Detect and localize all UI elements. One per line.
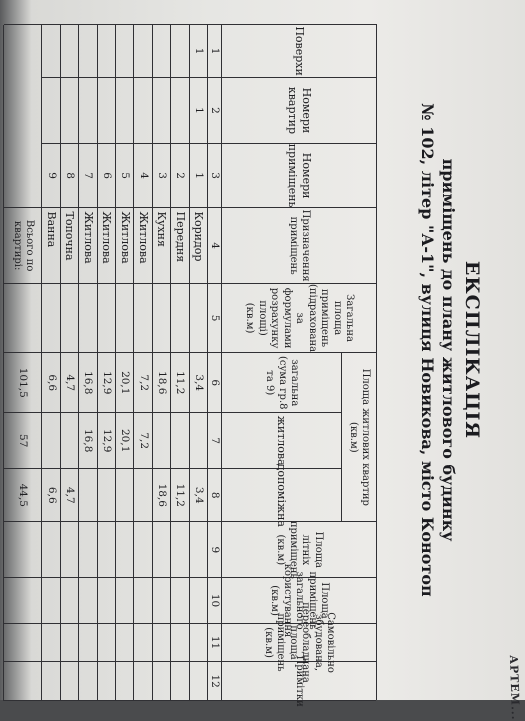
cell-total: 6,6	[41, 353, 59, 413]
cell-room: 7	[78, 144, 96, 209]
cell-empty	[97, 578, 115, 623]
cell-purpose: Ванна	[41, 208, 59, 283]
column-number: 7	[207, 413, 221, 469]
cell-total: 18,6	[152, 353, 170, 413]
cell-total-calc	[97, 284, 115, 354]
cell-apartment	[170, 78, 188, 144]
totals-auxiliary: 44,5	[3, 469, 41, 522]
cell-total: 4,7	[60, 353, 78, 413]
cell-empty	[97, 624, 115, 663]
cell-empty	[78, 662, 96, 701]
cell-auxiliary	[97, 469, 115, 522]
cell-empty	[170, 662, 188, 701]
cell-living	[60, 413, 78, 469]
cell-room: 2	[170, 144, 188, 209]
cell-apartment	[133, 78, 151, 144]
cell-empty	[152, 662, 170, 701]
cell-room: 5	[115, 144, 133, 209]
header-total-sum: загальна (сума гр.8 та 9)	[221, 353, 341, 413]
cell-empty	[78, 578, 96, 623]
header-purpose: Призначення приміщень	[221, 208, 376, 283]
cell-purpose: Житлова	[97, 208, 115, 283]
header-apartment-area-group: Площа житлових квартир (кв.м)	[341, 353, 376, 522]
header-common: Площа приміщень загального користування (кв.м)	[221, 578, 376, 623]
cell-empty	[41, 522, 59, 578]
cell-empty	[78, 522, 96, 578]
header-summer: Площа літніх приміщень (кв.м)	[221, 522, 376, 578]
header-apartments: Номери квартир	[221, 78, 376, 144]
column-number: 3	[207, 144, 221, 209]
cell-apartment	[41, 78, 59, 144]
cell-purpose: Топочна	[60, 208, 78, 283]
cell-living: 16,8	[78, 413, 96, 469]
cell-empty	[115, 522, 133, 578]
totals-living: 57	[3, 413, 41, 469]
cell-total-calc	[60, 284, 78, 354]
cell-apartment	[152, 78, 170, 144]
cell-floor	[97, 25, 115, 78]
column-number: 11	[207, 624, 221, 663]
cell-auxiliary	[115, 469, 133, 522]
cell-auxiliary: 3,4	[189, 469, 207, 522]
cell-empty	[3, 522, 41, 578]
column-number: 2	[207, 78, 221, 144]
cell-purpose: Передня	[170, 208, 188, 283]
header-notes: Примітки	[221, 662, 376, 701]
header-total-area-calc: Загальна площа приміщень (підрахована за формулами розрахунку площі) (кв.м)	[221, 284, 376, 354]
cell-empty	[3, 662, 41, 701]
cell-total: 16,8	[78, 353, 96, 413]
cell-empty	[115, 578, 133, 623]
cell-empty	[133, 624, 151, 663]
column-number: 10	[207, 578, 221, 623]
cell-floor	[152, 25, 170, 78]
column-number: 1	[207, 25, 221, 78]
cell-empty	[41, 662, 59, 701]
cell-living	[189, 413, 207, 469]
totals-total: 101,5	[3, 353, 41, 413]
cell-total: 11,2	[170, 353, 188, 413]
cell-empty	[60, 662, 78, 701]
cell-auxiliary: 18,6	[152, 469, 170, 522]
cell-total-calc	[41, 284, 59, 354]
column-number: 12	[207, 662, 221, 701]
cell-floor	[60, 25, 78, 78]
cell-apartment	[78, 78, 96, 144]
cell-empty	[3, 578, 41, 623]
cell-empty	[152, 578, 170, 623]
cell-total-calc	[152, 284, 170, 354]
cell-total: 20,1	[115, 353, 133, 413]
document-title: ЕКСПЛІКАЦІЯ	[461, 260, 483, 440]
cell-total-calc	[189, 284, 207, 354]
column-number: 9	[207, 522, 221, 578]
cell-empty	[97, 662, 115, 701]
column-number: 4	[207, 208, 221, 283]
cell-room: 1	[189, 144, 207, 209]
column-number: 5	[207, 284, 221, 354]
edge-text: АРТЕМ...	[506, 654, 523, 721]
cell-floor	[133, 25, 151, 78]
header-living: житлова	[221, 413, 341, 469]
cell-purpose: Житлова	[78, 208, 96, 283]
cell-empty	[133, 578, 151, 623]
cell-empty	[189, 662, 207, 701]
cell-auxiliary: 4,7	[60, 469, 78, 522]
cell-empty	[3, 284, 41, 354]
cell-purpose: Коридор	[189, 208, 207, 283]
cell-living: 7,2	[133, 413, 151, 469]
cell-empty	[41, 624, 59, 663]
cell-empty	[170, 522, 188, 578]
cell-empty	[170, 624, 188, 663]
cell-empty	[115, 624, 133, 663]
cell-floor: 1	[189, 25, 207, 78]
cell-empty	[78, 624, 96, 663]
cell-empty	[60, 624, 78, 663]
cell-living	[170, 413, 188, 469]
explication-table	[4, 24, 377, 707]
document-subtitle: приміщень до плану житлового будинку	[439, 158, 458, 542]
cell-room: 8	[60, 144, 78, 209]
cell-empty	[152, 522, 170, 578]
cell-empty	[189, 624, 207, 663]
cell-empty	[60, 578, 78, 623]
cell-empty	[189, 578, 207, 623]
cell-total-calc	[170, 284, 188, 354]
cell-apartment: 1	[189, 78, 207, 144]
cell-room: 4	[133, 144, 151, 209]
cell-empty	[133, 662, 151, 701]
cell-empty	[115, 662, 133, 701]
cell-total-calc	[133, 284, 151, 354]
cell-purpose: Житлова	[115, 208, 133, 283]
cell-room: 3	[152, 144, 170, 209]
cell-floor	[41, 25, 59, 78]
totals-label: Всього по квартирі:	[3, 208, 41, 283]
cell-floor	[115, 25, 133, 78]
cell-purpose: Житлова	[133, 208, 151, 283]
cell-living	[152, 413, 170, 469]
cell-auxiliary	[78, 469, 96, 522]
cell-living: 12,9	[97, 413, 115, 469]
cell-empty	[97, 522, 115, 578]
cell-apartment	[60, 78, 78, 144]
cell-apartment	[115, 78, 133, 144]
cell-auxiliary: 6,6	[41, 469, 59, 522]
cell-total-calc	[78, 284, 96, 354]
header-auxiliary: допоміжна	[221, 469, 341, 522]
cell-empty	[3, 25, 41, 208]
cell-empty	[41, 578, 59, 623]
cell-empty	[133, 522, 151, 578]
column-number: 8	[207, 469, 221, 522]
cell-purpose: Кухня	[152, 208, 170, 283]
cell-auxiliary	[133, 469, 151, 522]
cell-total-calc	[115, 284, 133, 354]
cell-total: 12,9	[97, 353, 115, 413]
header-self-built: Самовільно збудована, переобладнана площа приміщень (кв.м)	[221, 624, 376, 663]
cell-floor	[78, 25, 96, 78]
cell-apartment	[97, 78, 115, 144]
cell-living	[41, 413, 59, 469]
header-floors: Поверхи	[221, 25, 376, 78]
cell-empty	[60, 522, 78, 578]
header-rooms: Номери приміщень	[221, 144, 376, 209]
cell-living: 20,1	[115, 413, 133, 469]
cell-empty	[3, 624, 41, 663]
cell-room: 9	[41, 144, 59, 209]
cell-empty	[170, 578, 188, 623]
cell-empty	[152, 624, 170, 663]
cell-floor	[170, 25, 188, 78]
cell-room: 6	[97, 144, 115, 209]
cell-empty	[189, 522, 207, 578]
cell-auxiliary: 11,2	[170, 469, 188, 522]
cell-total: 7,2	[133, 353, 151, 413]
column-number: 6	[207, 353, 221, 413]
cell-total: 3,4	[189, 353, 207, 413]
document-address: № 102, літер "А-1", вулиця Новикова, місто Конотоп	[418, 103, 437, 597]
